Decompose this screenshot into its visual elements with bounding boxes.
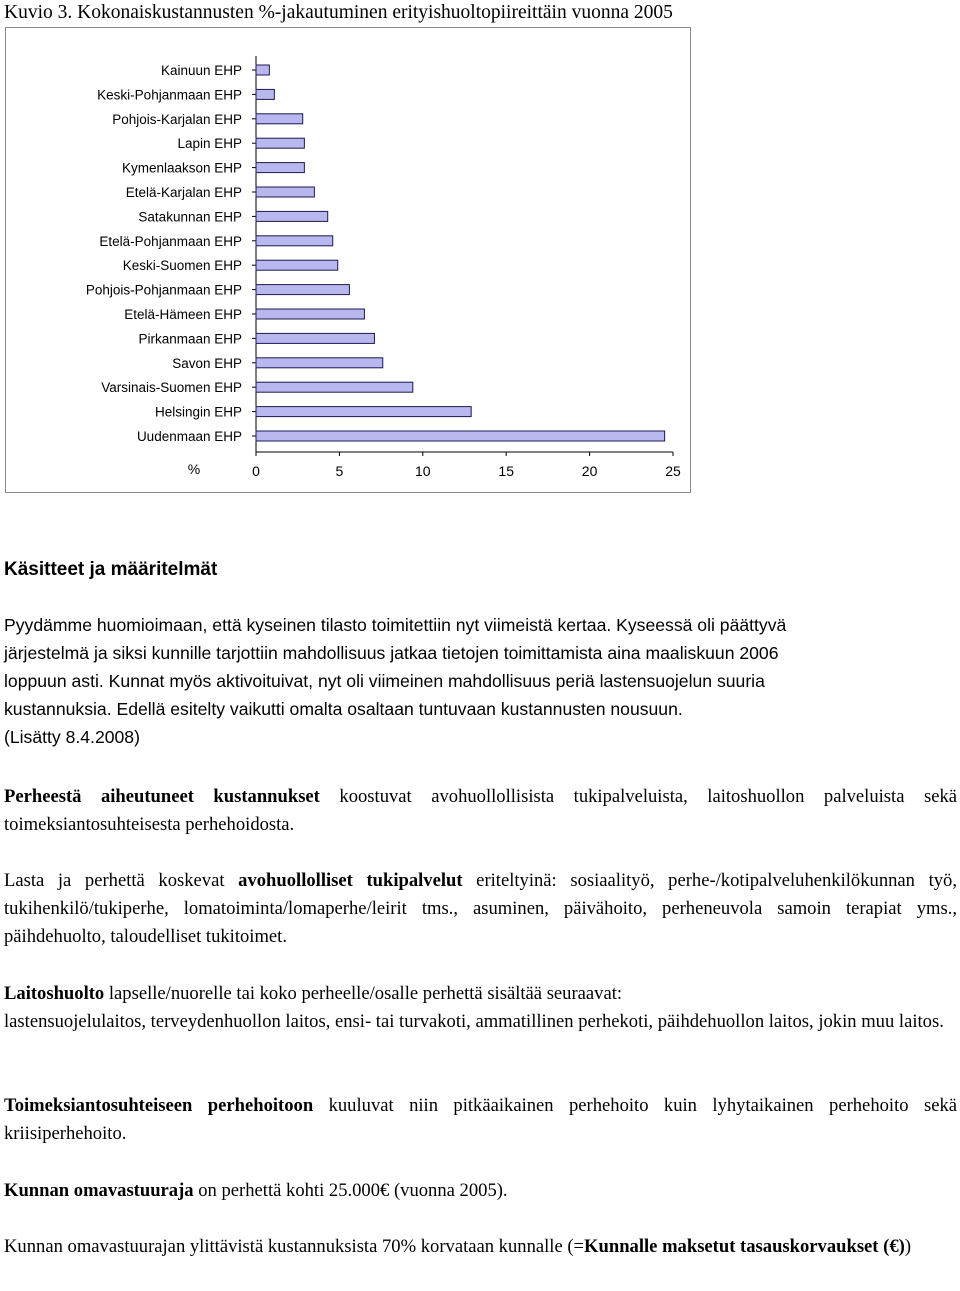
bar (256, 260, 338, 270)
figure-caption: Kuvio 3. Kokonaiskustannusten %-jakautuminen erityishuoltopiireittäin vuonna 2005 (4, 2, 673, 23)
category-label: Lapin EHP (177, 136, 242, 152)
outpatient-intro: Lasta ja perhettä koskevat (4, 870, 239, 891)
paragraph-institutional-care (4, 980, 957, 1036)
paragraph-family-costs (4, 783, 957, 839)
x-axis-label: % (187, 461, 201, 477)
bar (256, 285, 349, 295)
category-label: Keski-Pohjanmaan EHP (97, 87, 242, 103)
municipal-deductible-text: on perhettä kohti 25.000€ (vuonna 2005). (193, 1180, 508, 1201)
bar (256, 187, 314, 197)
category-label: Varsinais-Suomen EHP (101, 380, 242, 396)
bar (256, 163, 304, 173)
bar-chart (6, 28, 690, 492)
x-tick-label: 25 (665, 463, 681, 479)
term-institutional-care: Laitoshuolto (4, 983, 105, 1004)
category-label: Helsingin EHP (154, 404, 242, 420)
notice-line-2: järjestelmä ja siksi kunnille tarjottiin mahdollisuus jatkaa tietojen toimittamista aina maaliskuun 2006 (4, 643, 779, 663)
institutional-care-text: lastensuojelulaitos, terveydenhuollon laitos, ensi- tai turvakoti, ammatillinen perhekoti, päihdehuollon laitos, jokin muu laitos. (4, 1011, 944, 1032)
category-label: Kymenlaakson EHP (121, 160, 242, 176)
x-tick-label: 15 (498, 463, 514, 479)
category-label: Uudenmaan EHP (136, 429, 242, 444)
term-family-costs: Perheestä aiheutuneet kustannukset (4, 786, 320, 807)
paragraph-foster-care (4, 1092, 957, 1148)
category-label: Pohjois-Pohjanmaan EHP (85, 282, 242, 298)
x-tick-label: 20 (581, 463, 598, 479)
section-heading: Käsitteet ja määritelmät (4, 559, 218, 580)
compensation-close: ) (904, 1236, 912, 1257)
category-label: Kainuun EHP (160, 63, 242, 78)
outpatient-text: eriteltyinä: sosiaalityö, perhe-/kotipalveluhenkilökunnan työ, tukihenkilö/tukiperhe, lomatoiminta/lomaperhe/leirit tms., asuminen, päivähoito, perheneuvola samoin terapiat yms., päihdehuolto, taloudelliset tukitoimet. (4, 870, 957, 947)
category-label: Pohjois-Karjalan EHP (112, 111, 242, 127)
category-label: Satakunnan EHP (138, 209, 242, 225)
bar (256, 65, 269, 75)
family-costs-text: koostuvat avohuollollisista tukipalveluista, laitoshuollon palveluista sekä toimeksiantosuhteisesta perhehoidosta. (4, 786, 957, 835)
institutional-care-line-1: lapselle/nuorelle tai koko perheelle/osalle perhettä sisältää seuraavat: (104, 983, 623, 1004)
term-compensation: Kunnalle maksetut tasauskorvaukset (€) (584, 1236, 905, 1257)
category-label: Keski-Suomen EHP (122, 258, 242, 274)
bar (256, 211, 328, 221)
bar (256, 236, 333, 246)
bar (256, 138, 304, 148)
category-label: Pirkanmaan EHP (138, 331, 242, 347)
paragraph-outpatient-services (4, 867, 957, 951)
category-label: Etelä-Hämeen EHP (124, 307, 242, 322)
bar (256, 358, 383, 368)
category-label: Savon EHP (172, 355, 242, 371)
bar (256, 431, 665, 441)
paragraph-compensation (4, 1233, 957, 1261)
bar (256, 309, 364, 319)
bar (256, 89, 274, 99)
category-label: Etelä-Pohjanmaan EHP (99, 233, 242, 249)
foster-care-text: kuuluvat niin pitkäaikainen perhehoito kuin lyhytaikainen perhehoito sekä kriisiperhehoito. (4, 1095, 957, 1144)
chart-frame (5, 27, 691, 493)
notice-line-3b: Kunnat myös aktivoituivat, nyt oli viimeinen mahdollisuus periä lastensuojelun suuria (108, 671, 765, 691)
compensation-intro: Kunnan omavastuurajan ylittävistä kustannuksista 70% korvataan kunnalle (= (4, 1236, 585, 1257)
bar (256, 407, 471, 417)
bar (256, 382, 413, 392)
category-label: Etelä-Karjalan EHP (125, 185, 242, 200)
paragraph-municipal-deductible (4, 1177, 957, 1205)
bar (256, 333, 374, 343)
bar (256, 114, 303, 124)
paragraph-notice (4, 611, 957, 751)
term-municipal-deductible: Kunnan omavastuuraja (4, 1180, 194, 1201)
term-outpatient-services: avohuollolliset tukipalvelut (238, 870, 463, 891)
notice-line-5: (Lisätty 8.4.2008) (4, 727, 140, 747)
notice-line-4: kustannuksia. Edellä esitelty vaikutti omalta osaltaan tuntuvaan kustannusten nousuun. (4, 699, 683, 719)
x-tick-label: 10 (415, 463, 431, 479)
x-tick-label: 5 (335, 463, 344, 479)
x-tick-label: 0 (252, 463, 260, 479)
notice-line-3a: loppuun asti. (4, 671, 104, 691)
term-foster-care: Toimeksiantosuhteiseen perhehoitoon (4, 1095, 314, 1116)
notice-line-1: Pyydämme huomioimaan, että kyseinen tilasto toimitettiin nyt viimeistä kertaa. Kyseessä oli päättyvä (4, 615, 787, 635)
